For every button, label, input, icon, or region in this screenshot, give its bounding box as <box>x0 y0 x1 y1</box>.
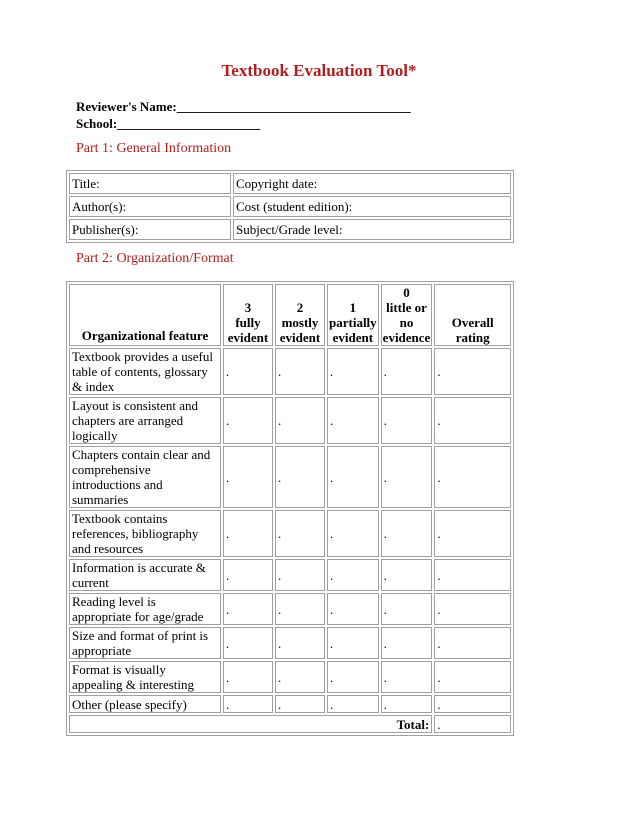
score-cell[interactable]: . <box>381 593 433 625</box>
score-cell[interactable]: . <box>275 446 325 508</box>
score-cell[interactable]: . <box>381 661 433 693</box>
total-value: . <box>434 715 511 733</box>
document-title: Textbook Evaluation Tool* <box>221 61 417 80</box>
info-cell: Title: <box>69 173 231 194</box>
general-info-table <box>66 170 514 243</box>
score-cell[interactable]: . <box>223 510 273 557</box>
score-cell[interactable]: . <box>223 593 273 625</box>
score-cell[interactable]: . <box>327 627 379 659</box>
score-cell[interactable]: . <box>327 661 379 693</box>
school-line: School:______________________ <box>76 116 261 131</box>
score-cell[interactable]: . <box>327 510 379 557</box>
score-cell[interactable]: . <box>327 593 379 625</box>
score-cell[interactable]: . <box>223 397 273 444</box>
overall-rating-cell[interactable]: . <box>434 695 511 713</box>
info-row <box>69 196 511 217</box>
feature-cell: Textbook contains references, bibliography and resources <box>69 510 221 557</box>
score-cell[interactable]: . <box>223 446 273 508</box>
total-label: Total: <box>69 715 432 733</box>
overall-rating-cell[interactable]: . <box>434 348 511 395</box>
score-cell[interactable]: . <box>275 510 325 557</box>
total-row <box>69 715 511 733</box>
score-cell[interactable]: . <box>275 559 325 591</box>
score-cell[interactable]: . <box>381 695 433 713</box>
info-cell: Subject/Grade level: <box>233 219 511 240</box>
info-cell: Publisher(s): <box>69 219 231 240</box>
overall-rating-cell[interactable]: . <box>434 627 511 659</box>
score-cell[interactable]: . <box>223 627 273 659</box>
info-cell: Cost (student edition): <box>233 196 511 217</box>
info-cell: Copyright date: <box>233 173 511 194</box>
score-cell[interactable]: . <box>327 695 379 713</box>
header-row <box>69 284 511 346</box>
score-cell[interactable]: . <box>381 627 433 659</box>
score-cell[interactable]: . <box>327 559 379 591</box>
score-cell[interactable]: . <box>327 446 379 508</box>
table-row <box>69 593 511 625</box>
score-cell[interactable]: . <box>381 397 433 444</box>
score-cell[interactable]: . <box>275 397 325 444</box>
score-cell[interactable]: . <box>223 695 273 713</box>
score-cell[interactable]: . <box>275 695 325 713</box>
score-cell[interactable]: . <box>275 661 325 693</box>
info-row <box>69 173 511 194</box>
info-row <box>69 219 511 240</box>
score-cell[interactable]: . <box>381 348 433 395</box>
feature-cell: Reading level is appropriate for age/grade <box>69 593 221 625</box>
table-row <box>69 661 511 693</box>
table-row <box>69 627 511 659</box>
score-cell[interactable]: . <box>223 348 273 395</box>
score-cell[interactable]: . <box>275 348 325 395</box>
score-header-3: 3 fully evident <box>223 284 273 346</box>
feature-cell: Textbook provides a useful table of contents, glossary & index <box>69 348 221 395</box>
overall-rating-cell[interactable]: . <box>434 510 511 557</box>
feature-cell: Information is accurate & current <box>69 559 221 591</box>
feature-cell: Other (please specify) <box>69 695 221 713</box>
info-cell: Author(s): <box>69 196 231 217</box>
score-cell[interactable]: . <box>381 510 433 557</box>
score-cell[interactable]: . <box>223 559 273 591</box>
feature-cell: Format is visually appealing & interesting <box>69 661 221 693</box>
part1-heading: Part 1: General Information <box>76 141 232 156</box>
table-row <box>69 348 511 395</box>
overall-rating-cell[interactable]: . <box>434 397 511 444</box>
score-cell[interactable]: . <box>275 593 325 625</box>
feature-cell: Chapters contain clear and comprehensive introductions and summaries <box>69 446 221 508</box>
overall-header: Overall rating <box>434 284 511 346</box>
reviewer-name-line: Reviewer's Name:____________________________________ <box>76 99 411 114</box>
feature-header: Organizational feature <box>69 284 221 346</box>
overall-rating-cell[interactable]: . <box>434 559 511 591</box>
organization-table <box>66 281 514 736</box>
score-header-2: 2 mostly evident <box>275 284 325 346</box>
score-cell[interactable]: . <box>327 348 379 395</box>
score-cell[interactable]: . <box>327 397 379 444</box>
overall-rating-cell[interactable]: . <box>434 446 511 508</box>
score-cell[interactable]: . <box>223 661 273 693</box>
score-cell[interactable]: . <box>381 559 433 591</box>
part2-heading: Part 2: Organization/Format <box>76 251 234 266</box>
feature-cell: Layout is consistent and chapters are arranged logically <box>69 397 221 444</box>
overall-rating-cell[interactable]: . <box>434 661 511 693</box>
score-header-1: 1 partially evident <box>327 284 379 346</box>
feature-cell: Size and format of print is appropriate <box>69 627 221 659</box>
score-cell[interactable]: . <box>381 446 433 508</box>
table-row <box>69 559 511 591</box>
table-row <box>69 446 511 508</box>
score-header-0: 0 little or no evidence <box>382 285 431 345</box>
table-row <box>69 397 511 444</box>
table-row <box>69 695 511 713</box>
table-row <box>69 510 511 557</box>
reviewer-block <box>76 98 411 132</box>
overall-rating-cell[interactable]: . <box>434 593 511 625</box>
score-cell[interactable]: . <box>275 627 325 659</box>
